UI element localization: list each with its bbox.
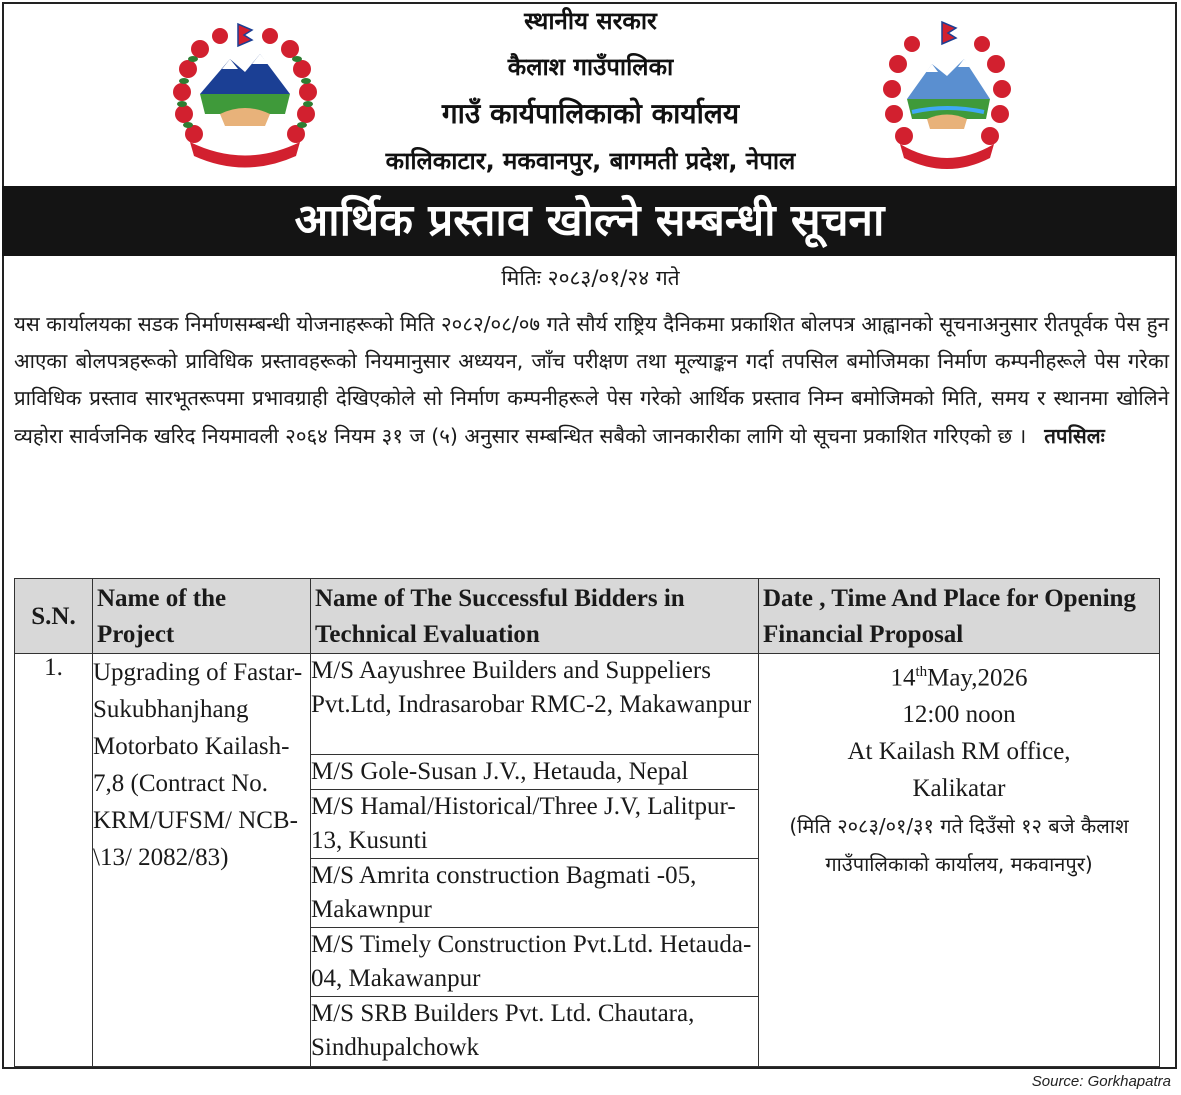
opening-place-2: Kalikatar (912, 775, 1006, 803)
header-line-1: स्थानीय सरकार (524, 7, 657, 35)
tapsil-label: तपसिलः (1044, 423, 1105, 448)
notice-header (0, 0, 1181, 186)
source-credit: Source: Gorkhapatra (1031, 1073, 1171, 1090)
row-opening (759, 654, 1160, 1067)
bidder-3: M/S Hamal/Historical/Three J.V, Lalitpur-13, Kusunti (311, 790, 759, 859)
row-project: Upgrading of Fastar-Sukubhanjhang Motorbato Kailash-7,8 (Contract No. KRM/UFSM/ NCB-\13/ 2082/83) (93, 654, 311, 1067)
notice-body (14, 306, 1169, 455)
bidder-6: M/S SRB Builders Pvt. Ltd. Chautara, Sindhupalchowk (311, 997, 759, 1067)
opening-nepali-note: (मिति २०८३/०१/३१ गते दिउँसो १२ बजे कैलाश गाउँपालिकाको कार्यालय, मकवानपुर) (789, 814, 1129, 877)
notice-title-banner: आर्थिक प्रस्ताव खोल्ने सम्बन्धी सूचना (2, 186, 1177, 256)
header-opening: Date , Time And Place for Opening Financial Proposal (759, 579, 1160, 654)
opening-time: 12:00 noon (902, 701, 1016, 729)
opening-month-year: May,2026 (927, 664, 1028, 692)
header-project: Name of the Project (93, 579, 311, 654)
opening-date: 14thMay,2026 (890, 664, 1028, 692)
header-line-2: कैलाश गाउँपालिका (507, 53, 674, 81)
table-row (15, 654, 1160, 755)
table-header-row (15, 579, 1160, 654)
bidder-2: M/S Gole-Susan J.V., Hetauda, Nepal (311, 755, 759, 790)
kailash-rm-emblem-icon (872, 14, 1022, 174)
bidders-table (14, 578, 1160, 1067)
header-bidders: Name of The Successful Bidders in Technical Evaluation (311, 579, 759, 654)
bidder-1: M/S Aayushree Builders and Suppeliers Pvt.Ltd, Indrasarobar RMC-2, Makawanpur (311, 654, 759, 755)
header-line-3: गाउँ कार्यपालिकाको कार्यालय (441, 97, 740, 130)
bidder-4: M/S Amrita construction Bagmati -05, Makawnpur (311, 859, 759, 928)
header-line-4: कालिकाटार, मकवानपुर, बागमती प्रदेश, नेपाल (385, 147, 796, 175)
notice-date: मितिः २०८३/०१/२४ गते (501, 266, 680, 290)
bidder-5: M/S Timely Construction Pvt.Ltd. Hetauda-04, Makawanpur (311, 928, 759, 997)
notice-body-text: यस कार्यालयका सडक निर्माणसम्बन्धी योजनाहरूको मिति २०८२/०८/०७ गते सौर्य राष्ट्रिय दैनिकमा प्रकाशित बोलपत्र आह्वानको सूचनाअनुसार रीतपूर्वक पेस हुन आएका बोलपत्रहरूको प्राविधिक प्रस्तावहरूको नियमानुसार अध्ययन, जाँच परीक्षण तथा मूल्याङ्कन गर्दा तपसिल बमोजिमका निर्माण कम्पनीहरूले पेस गरेका प्राविधिक प्रस्ताव सारभूतरूपमा प्रभावग्राही देखिएकोले सो निर्माण कम्पनीहरूले पेस गरेको आर्थिक प्रस्ताव निम्न बमोजिमको मिति, समय र स्थानमा खोलिने व्यहोरा सार्वजनिक खरिद नियमावली २०६४ नियम ३१ ज (५) अनुसार सम्बन्धित सबैको जानकारीका लागि यो सूचना प्रकाशित गरिएको छ । (14, 312, 1169, 448)
opening-place-1: At Kailash RM office, (847, 738, 1071, 766)
header-sn: S.N. (15, 579, 93, 654)
row-sn: 1. (15, 654, 93, 1067)
